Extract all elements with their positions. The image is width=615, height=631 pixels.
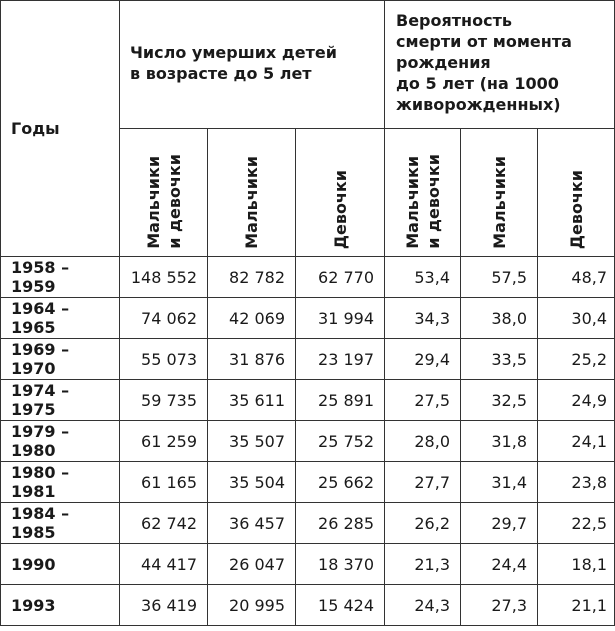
deaths-girls-cell: 25 752: [296, 421, 385, 462]
prob-girls-cell: 24,1: [538, 421, 615, 462]
deaths-boys-cell: 35 504: [208, 462, 296, 503]
prob-boys-cell: 29,7: [461, 503, 538, 544]
year-cell: 1969 – 1970: [1, 339, 120, 380]
prob-both-cell: 21,3: [385, 544, 461, 585]
prob-girls-cell: 48,7: [538, 257, 615, 298]
table-row: [1, 380, 615, 421]
prob-boys-cell: 57,5: [461, 257, 538, 298]
deaths-girls-cell: 25 891: [296, 380, 385, 421]
prob-both-label: Мальчики и девочки: [402, 154, 443, 249]
deaths-both-cell: 62 742: [120, 503, 208, 544]
prob-girls-cell: 25,2: [538, 339, 615, 380]
deaths-group-label: Число умерших детей в возрасте до 5 лет: [130, 43, 337, 83]
deaths-boys-cell: 31 876: [208, 339, 296, 380]
deaths-both-cell: 61 259: [120, 421, 208, 462]
deaths-girls-cell: 62 770: [296, 257, 385, 298]
year-cell: 1984 – 1985: [1, 503, 120, 544]
year-cell: 1958 – 1959: [1, 257, 120, 298]
year-cell: 1964 – 1965: [1, 298, 120, 339]
deaths-boys-label: Мальчики: [242, 156, 261, 249]
prob-girls-cell: 30,4: [538, 298, 615, 339]
deaths-both-label: Мальчики и девочки: [143, 154, 184, 249]
deaths-both-cell: 61 165: [120, 462, 208, 503]
prob-boys-cell: 33,5: [461, 339, 538, 380]
table-row: [1, 421, 615, 462]
prob-girls-cell: 21,1: [538, 585, 615, 626]
deaths-both-cell: 59 735: [120, 380, 208, 421]
prob-boys-header: [461, 129, 538, 257]
prob-girls-cell: 24,9: [538, 380, 615, 421]
table-header: [1, 1, 615, 257]
deaths-girls-label: Девочки: [330, 169, 350, 249]
deaths-both-cell: 148 552: [120, 257, 208, 298]
deaths-group-header: [120, 1, 385, 129]
table-body: [1, 257, 615, 626]
prob-both-cell: 26,2: [385, 503, 461, 544]
table-row: [1, 462, 615, 503]
deaths-boys-cell: 20 995: [208, 585, 296, 626]
deaths-both-cell: 44 417: [120, 544, 208, 585]
prob-boys-cell: 27,3: [461, 585, 538, 626]
prob-both-cell: 29,4: [385, 339, 461, 380]
prob-boys-cell: 32,5: [461, 380, 538, 421]
deaths-boys-cell: 42 069: [208, 298, 296, 339]
prob-both-cell: 34,3: [385, 298, 461, 339]
prob-girls-cell: 23,8: [538, 462, 615, 503]
prob-girls-header: [538, 129, 615, 257]
years-header: Годы: [1, 1, 120, 257]
prob-both-cell: 28,0: [385, 421, 461, 462]
prob-both-cell: 27,7: [385, 462, 461, 503]
deaths-both-header: [120, 129, 208, 257]
year-cell: 1990: [1, 544, 120, 585]
prob-both-cell: 24,3: [385, 585, 461, 626]
prob-both-header: [385, 129, 461, 257]
table-row: [1, 298, 615, 339]
prob-boys-cell: 38,0: [461, 298, 538, 339]
prob-boys-cell: 31,8: [461, 421, 538, 462]
deaths-girls-header: [296, 129, 385, 257]
deaths-boys-cell: 82 782: [208, 257, 296, 298]
year-cell: 1974 – 1975: [1, 380, 120, 421]
year-cell: 1979 – 1980: [1, 421, 120, 462]
prob-both-cell: 27,5: [385, 380, 461, 421]
prob-boys-cell: 31,4: [461, 462, 538, 503]
deaths-boys-cell: 35 507: [208, 421, 296, 462]
year-cell: 1993: [1, 585, 120, 626]
table-row: [1, 339, 615, 380]
prob-girls-cell: 18,1: [538, 544, 615, 585]
year-cell: 1980 – 1981: [1, 462, 120, 503]
prob-boys-cell: 24,4: [461, 544, 538, 585]
deaths-boys-cell: 36 457: [208, 503, 296, 544]
deaths-girls-cell: 15 424: [296, 585, 385, 626]
deaths-both-cell: 55 073: [120, 339, 208, 380]
table-row: [1, 585, 615, 626]
deaths-boys-cell: 26 047: [208, 544, 296, 585]
deaths-both-cell: 74 062: [120, 298, 208, 339]
deaths-girls-cell: 31 994: [296, 298, 385, 339]
table-row: [1, 503, 615, 544]
prob-boys-label: Мальчики: [489, 156, 509, 249]
prob-girls-label: Девочки: [566, 169, 586, 249]
prob-both-cell: 53,4: [385, 257, 461, 298]
deaths-girls-cell: 26 285: [296, 503, 385, 544]
table-row: [1, 257, 615, 298]
prob-girls-cell: 22,5: [538, 503, 615, 544]
deaths-boys-header: [208, 129, 296, 257]
probability-group-label: Вероятность смерти от момента рождения до 5 лет (на 1000 живорожденных): [396, 11, 572, 114]
deaths-both-cell: 36 419: [120, 585, 208, 626]
deaths-girls-cell: 25 662: [296, 462, 385, 503]
deaths-girls-cell: 23 197: [296, 339, 385, 380]
deaths-girls-cell: 18 370: [296, 544, 385, 585]
deaths-boys-cell: 35 611: [208, 380, 296, 421]
probability-group-header: [385, 1, 615, 129]
table-row: [1, 544, 615, 585]
